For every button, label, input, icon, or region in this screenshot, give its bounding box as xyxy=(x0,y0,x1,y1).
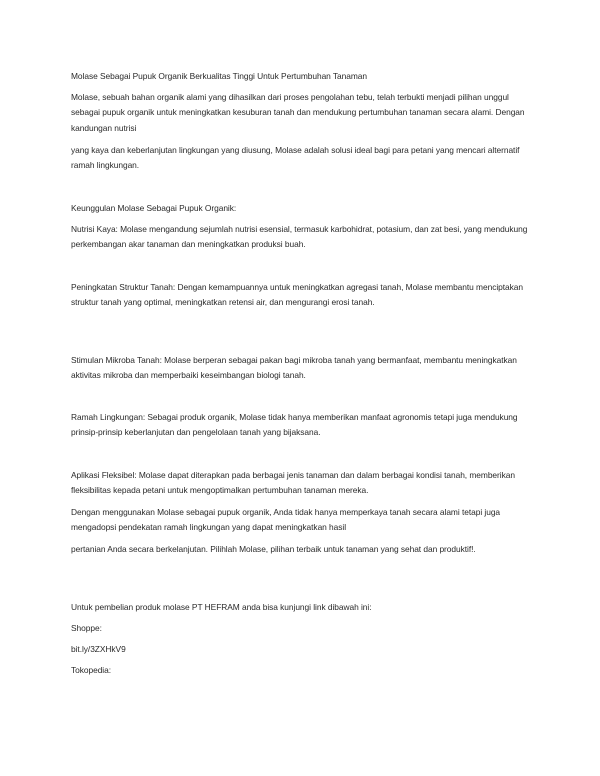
purchase-note: Untuk pembelian produk molase PT HEFRAM anda bisa kunjungi link dibawah ini: xyxy=(71,602,372,612)
benefit-aplikasi-fleksibel: Aplikasi Fleksibel: Molase dapat diterapkan pada berbagai jenis tanaman dan dalam berbagai kondisi tanah, memberikan fleksibilitas kepada petani untuk mengoptimalkan pertumbuhan tanaman mereka. xyxy=(71,470,515,496)
intro-paragraph-1: Molase, sebuah bahan organik alami yang dihasilkan dari proses pengolahan tebu, telah terbukti menjadi pilihan unggul sebagai pupuk organik untuk meningkatkan kesuburan tanah dan mendukung pertumbuhan tanaman secara alami. Dengan kandungan nutrisi xyxy=(71,92,525,133)
intro-paragraph-2: yang kaya dan keberlanjutan lingkungan yang diusung, Molase adalah solusi ideal bagi para petani yang mencari alternatif ramah lingkungan. xyxy=(71,145,520,171)
tokopedia-label: Tokopedia: xyxy=(71,665,112,675)
benefit-mikroba-tanah: Stimulan Mikroba Tanah: Molase berperan sebagai pakan bagi mikroba tanah yang bermanfaat, membantu meningkatkan aktivitas mikroba dan memperbaiki keseimbangan biologi tanah. xyxy=(71,355,517,381)
benefit-struktur-tanah: Peningkatan Struktur Tanah: Dengan kemampuannya untuk meningkatkan agregasi tanah, Molase membantu menciptakan struktur tanah yang optimal, meningkatkan retensi air, dan mengurangi erosi tanah. xyxy=(71,282,523,308)
shoppe-link[interactable]: bit.ly/3ZXHkV9 xyxy=(71,644,126,654)
shoppe-label: Shoppe: xyxy=(71,623,102,633)
closing-paragraph-1: Dengan menggunakan Molase sebagai pupuk organik, Anda tidak hanya memperkaya tanah secara alami tetapi juga mengadopsi pendekatan ramah lingkungan yang dapat meningkatkan hasil xyxy=(71,507,501,533)
document-title: Molase Sebagai Pupuk Organik Berkualitas Tinggi Untuk Pertumbuhan Tanaman xyxy=(71,71,368,81)
benefit-nutrisi-kaya: Nutrisi Kaya: Molase mengandung sejumlah nutrisi esensial, termasuk karbohidrat, potasium, dan zat besi, yang mendukung perkembangan akar tanaman dan meningkatkan produksi buah. xyxy=(71,224,528,250)
section-heading: Keunggulan Molase Sebagai Pupuk Organik: xyxy=(71,203,237,213)
closing-paragraph-2: pertanian Anda secara berkelanjutan. Pilihlah Molase, pilihan terbaik untuk tanaman yang sehat dan produktif!. xyxy=(71,544,476,554)
benefit-ramah-lingkungan: Ramah Lingkungan: Sebagai produk organik, Molase tidak hanya memberikan manfaat agronomis tetapi juga mendukung prinsip-prinsip keberlanjutan dan pengelolaan tanah yang bijaksana. xyxy=(71,412,518,438)
